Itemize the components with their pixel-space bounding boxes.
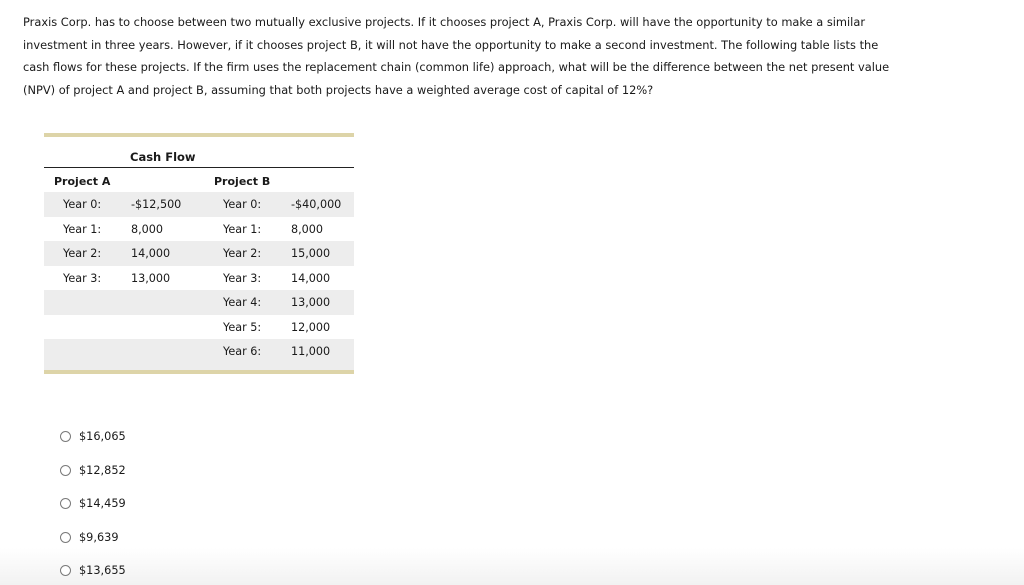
- project-b-cash-flow: 15,000: [291, 247, 331, 260]
- answer-option[interactable]: [60, 529, 126, 563]
- project-a-year-label: Year 1:: [63, 222, 102, 236]
- answer-option[interactable]: [60, 562, 126, 585]
- project-b-cash-flow: 13,000: [291, 296, 331, 309]
- answer-option[interactable]: [60, 495, 126, 529]
- project-a-cash-flow: -$12,500: [131, 198, 182, 211]
- project-b-year-label: Year 6:: [223, 345, 262, 358]
- radio-button[interactable]: [60, 565, 71, 576]
- answer-option-label[interactable]: $16,065: [79, 430, 126, 443]
- answer-option-label[interactable]: $13,655: [79, 564, 126, 577]
- table-row: [44, 241, 354, 266]
- question-text: Praxis Corp. has to choose between two mutually exclusive projects. If it chooses project A, Praxis Corp. will have the opportunity to make a similar investment in three years. However, if it chooses project B, it will not have the opportunity to make a second investment. The following table lists the cash flows for these projects. If the firm uses the replacement chain (common life) approach, what will be the difference between the net present value (NPV) of project A and project B, assuming that both projects have a weighted average cost of capital of 12%?: [23, 15, 890, 98]
- radio-button[interactable]: [60, 465, 71, 476]
- project-b-cash-flow: 14,000: [291, 271, 331, 285]
- radio-button[interactable]: [60, 431, 71, 442]
- project-a-cash-flow: 8,000: [131, 222, 164, 236]
- table-row: [44, 339, 354, 364]
- table-row: [44, 315, 354, 340]
- answer-option[interactable]: [60, 428, 126, 462]
- answer-option-label[interactable]: $14,459: [79, 497, 126, 510]
- project-a-year-label: Year 0:: [63, 198, 102, 211]
- project-b-year-label: Year 2:: [223, 247, 262, 260]
- project-b-cash-flow: 11,000: [291, 345, 331, 358]
- project-b-year-label: Year 0:: [223, 198, 262, 211]
- table-row: [44, 217, 354, 242]
- table-bottom-bar: [44, 370, 354, 374]
- table-header-row: [44, 168, 354, 192]
- answer-option-label[interactable]: $12,852: [79, 463, 126, 477]
- cash-flow-table: [44, 133, 354, 374]
- project-b-cash-flow: 12,000: [291, 320, 331, 334]
- answer-option-label[interactable]: $9,639: [79, 530, 119, 544]
- project-a-year-label: Year 2:: [63, 247, 102, 260]
- answer-options: [60, 428, 126, 585]
- project-b-year-label: Year 3:: [223, 271, 262, 285]
- answer-option[interactable]: [60, 462, 126, 496]
- project-b-year-label: Year 1:: [223, 222, 262, 236]
- table-title-row: [44, 137, 354, 168]
- project-b-header: Project B: [214, 175, 271, 188]
- project-b-year-label: Year 4:: [223, 296, 262, 309]
- table-row: [44, 192, 354, 217]
- table-row: [44, 266, 354, 291]
- project-a-year-label: Year 3:: [63, 271, 102, 285]
- radio-button[interactable]: [60, 532, 71, 543]
- project-b-cash-flow: 8,000: [291, 222, 324, 236]
- project-a-header: Project A: [54, 175, 111, 188]
- table-title: Cash Flow: [130, 150, 196, 164]
- project-b-cash-flow: -$40,000: [291, 198, 342, 211]
- project-a-cash-flow: 14,000: [131, 247, 171, 260]
- table-row: [44, 290, 354, 315]
- radio-button[interactable]: [60, 498, 71, 509]
- project-a-cash-flow: 13,000: [131, 271, 171, 285]
- project-b-year-label: Year 5:: [223, 320, 262, 334]
